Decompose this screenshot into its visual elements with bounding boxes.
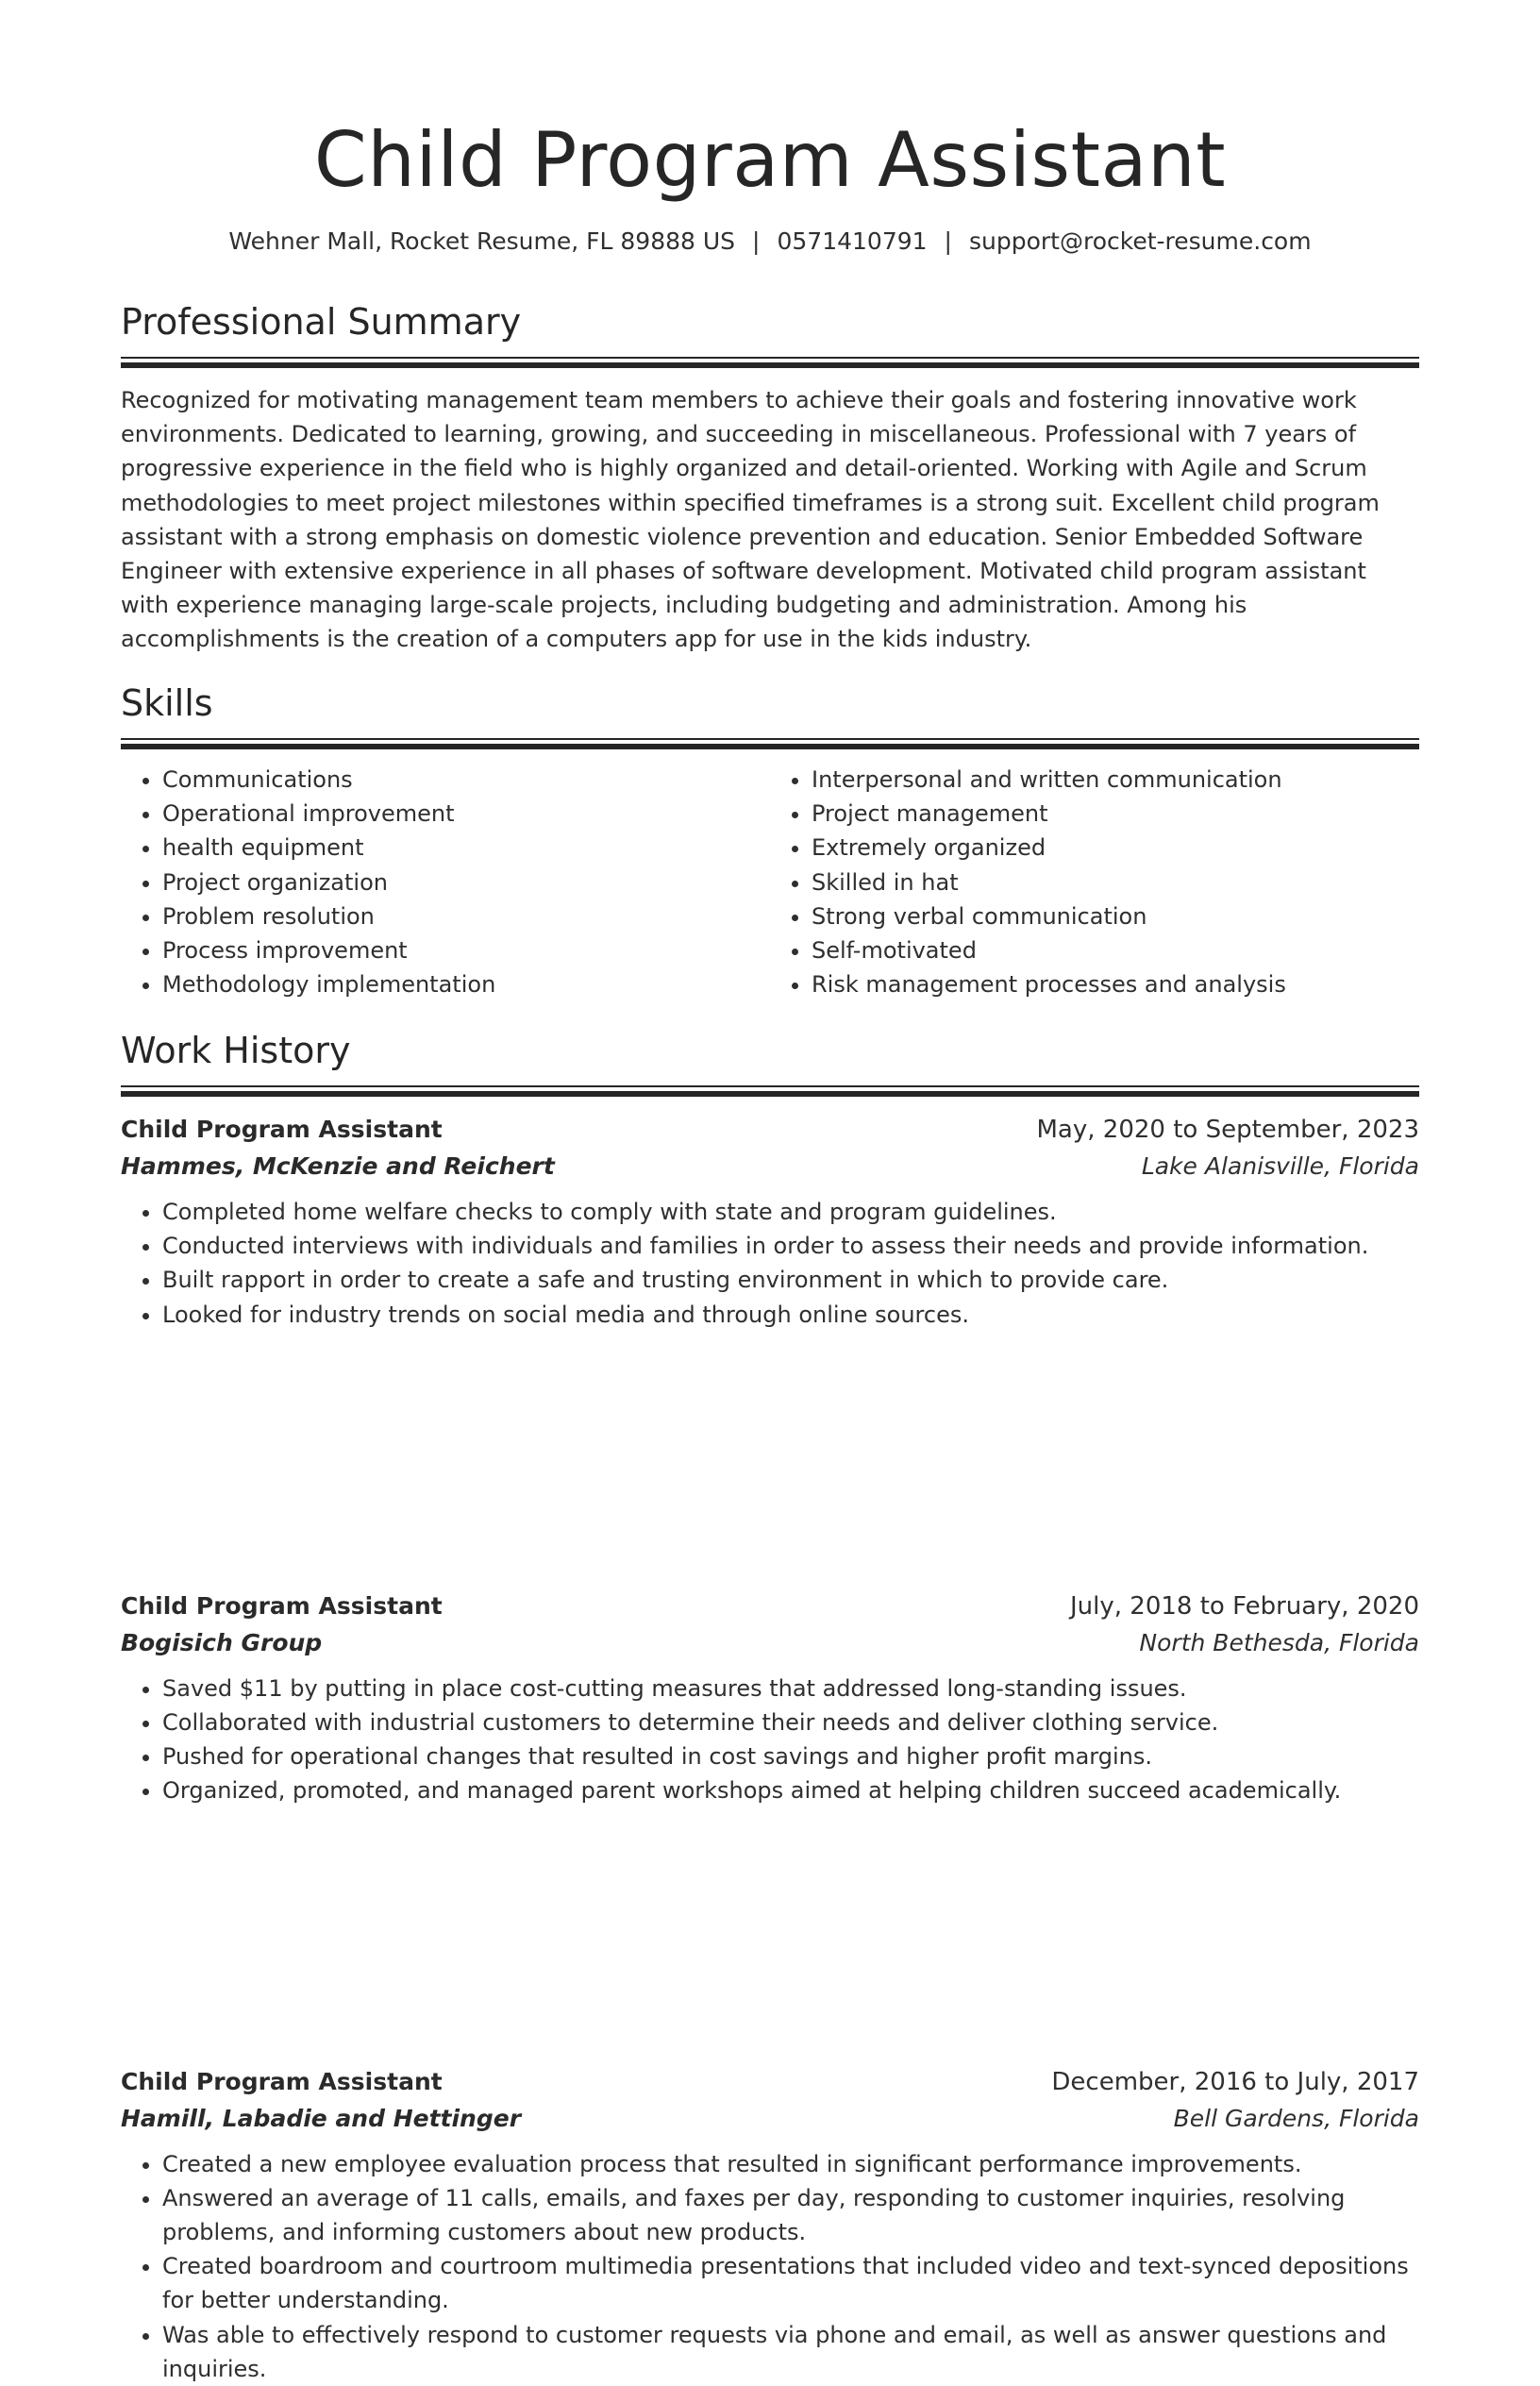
work-section — [121, 1029, 1419, 1097]
contact-separator: | — [944, 227, 952, 255]
skill-item: • Risk management processes and analysis — [812, 967, 1419, 1001]
job-bullet: • Answered an average of 11 calls, emails, and faxes per day, responding to customer inquiries, resolving problems, and informing customers about new products. — [162, 2181, 1419, 2249]
job-bullet: • Collaborated with industrial customers to determine their needs and deliver clothing service. — [162, 1705, 1419, 1739]
section-divider — [121, 357, 1419, 368]
contact-line — [121, 227, 1419, 257]
skill-item: • Skilled in hat — [812, 865, 1419, 899]
job-bullet: • Created a new employee evaluation process that resulted in significant performance improvements. — [162, 2147, 1419, 2181]
job-bullet: • Saved $11 by putting in place cost-cutting measures that addressed long-standing issues. — [162, 1672, 1419, 1705]
job-company: Hamill, Labadie and Hettinger — [121, 2104, 522, 2132]
job-title: Child Program Assistant — [121, 1116, 443, 1143]
skill-item: • Extremely organized — [812, 831, 1419, 865]
skill-item: • Process improvement — [162, 933, 770, 967]
job-bullet: • Looked for industry trends on social media and through online sources. — [162, 1298, 1419, 1332]
job-bullet: • Completed home welfare checks to comply with state and program guidelines. — [162, 1195, 1419, 1229]
job-entry — [121, 1588, 1419, 1808]
contact-email: support@rocket-resume.com — [968, 227, 1312, 255]
job-bullet: • Organized, promoted, and managed parent workshops aimed at helping children succeed academically. — [162, 1773, 1419, 1807]
skill-item: • Project management — [812, 797, 1419, 831]
job-dates: December, 2016 to July, 2017 — [1051, 2067, 1419, 2096]
job-bullets — [121, 1672, 1419, 1808]
section-divider — [121, 1085, 1419, 1097]
skill-item: • Project organization — [162, 865, 770, 899]
job-bullets — [121, 2147, 1419, 2386]
skill-item: • Problem resolution — [162, 899, 770, 933]
skill-item: • Strong verbal communication — [812, 899, 1419, 933]
job-company: Hammes, McKenzie and Reichert — [121, 1152, 555, 1180]
summary-section — [121, 300, 1419, 657]
summary-heading: Professional Summary — [121, 301, 522, 343]
job-bullet: • Created boardroom and courtroom multimedia presentations that included video and text-synced depositions for better understanding. — [162, 2249, 1419, 2317]
job-company: Bogisich Group — [121, 1628, 323, 1656]
candidate-name: Child Program Assistant — [313, 116, 1227, 204]
contact-separator: | — [752, 227, 761, 255]
skill-item: • Interpersonal and written communication — [812, 763, 1419, 797]
job-bullet: • Built rapport in order to create a safe and trusting environment in which to provide care. — [162, 1263, 1419, 1297]
job-location: Bell Gardens, Florida — [1173, 2104, 1419, 2132]
job-title: Child Program Assistant — [121, 2067, 443, 2095]
job-title: Child Program Assistant — [121, 1591, 443, 1620]
skill-item: • Operational improvement — [162, 797, 770, 831]
skills-section — [121, 681, 1419, 1001]
section-divider — [121, 738, 1419, 749]
skills-right-list — [770, 763, 1419, 1001]
skills-left-list — [121, 763, 770, 1001]
skill-item: • Self-motivated — [812, 933, 1419, 967]
job-location: North Bethesda, Florida — [1139, 1628, 1419, 1656]
job-location: Lake Alanisville, Florida — [1141, 1152, 1419, 1180]
job-dates: July, 2018 to February, 2020 — [1070, 1591, 1419, 1621]
job-bullet: • Was able to effectively respond to customer requests via phone and email, as well as answer questions and inquiries. — [162, 2318, 1419, 2386]
skill-item: • Communications — [162, 763, 770, 797]
job-bullet: • Pushed for operational changes that resulted in cost savings and higher profit margins. — [162, 1739, 1419, 1773]
skill-item: • Methodology implementation — [162, 967, 770, 1001]
work-heading: Work History — [121, 1030, 351, 1071]
resume-page — [121, 0, 1419, 2382]
contact-address: Wehner Mall, Rocket Resume, FL 89888 US — [228, 227, 736, 255]
contact-phone: 0571410791 — [777, 227, 928, 255]
skill-item: • health equipment — [162, 831, 770, 865]
job-entry — [121, 2064, 1419, 2386]
job-dates: May, 2020 to September, 2023 — [1036, 1116, 1419, 1144]
summary-text: Recognized for motivating management team members to achieve their goals and fostering innovative work environments. Dedicated to learning, growing, and succeeding in miscellaneous. Professional with 7 years of progressive experience in the field who is highly organized and detail-oriented. Working with Agile and Scrum methodologies to meet project milestones within specified timeframes is a strong suit. Excellent child program assistant with a strong emphasis on domestic violence prevention and education. Senior Embedded Software Engineer with extensive experience in all phases of software development. Motivated child program assistant with experience managing large-scale projects, including budgeting and administration. Among his accomplishments is the creation of a computers app for use in the kids industry. — [121, 387, 1380, 653]
job-entry — [121, 1112, 1419, 1332]
job-bullet: • Conducted interviews with individuals and families in order to assess their needs and provide information. — [162, 1229, 1419, 1263]
job-bullets — [121, 1195, 1419, 1332]
skills-heading: Skills — [121, 682, 213, 724]
skills-columns — [121, 763, 1419, 1001]
